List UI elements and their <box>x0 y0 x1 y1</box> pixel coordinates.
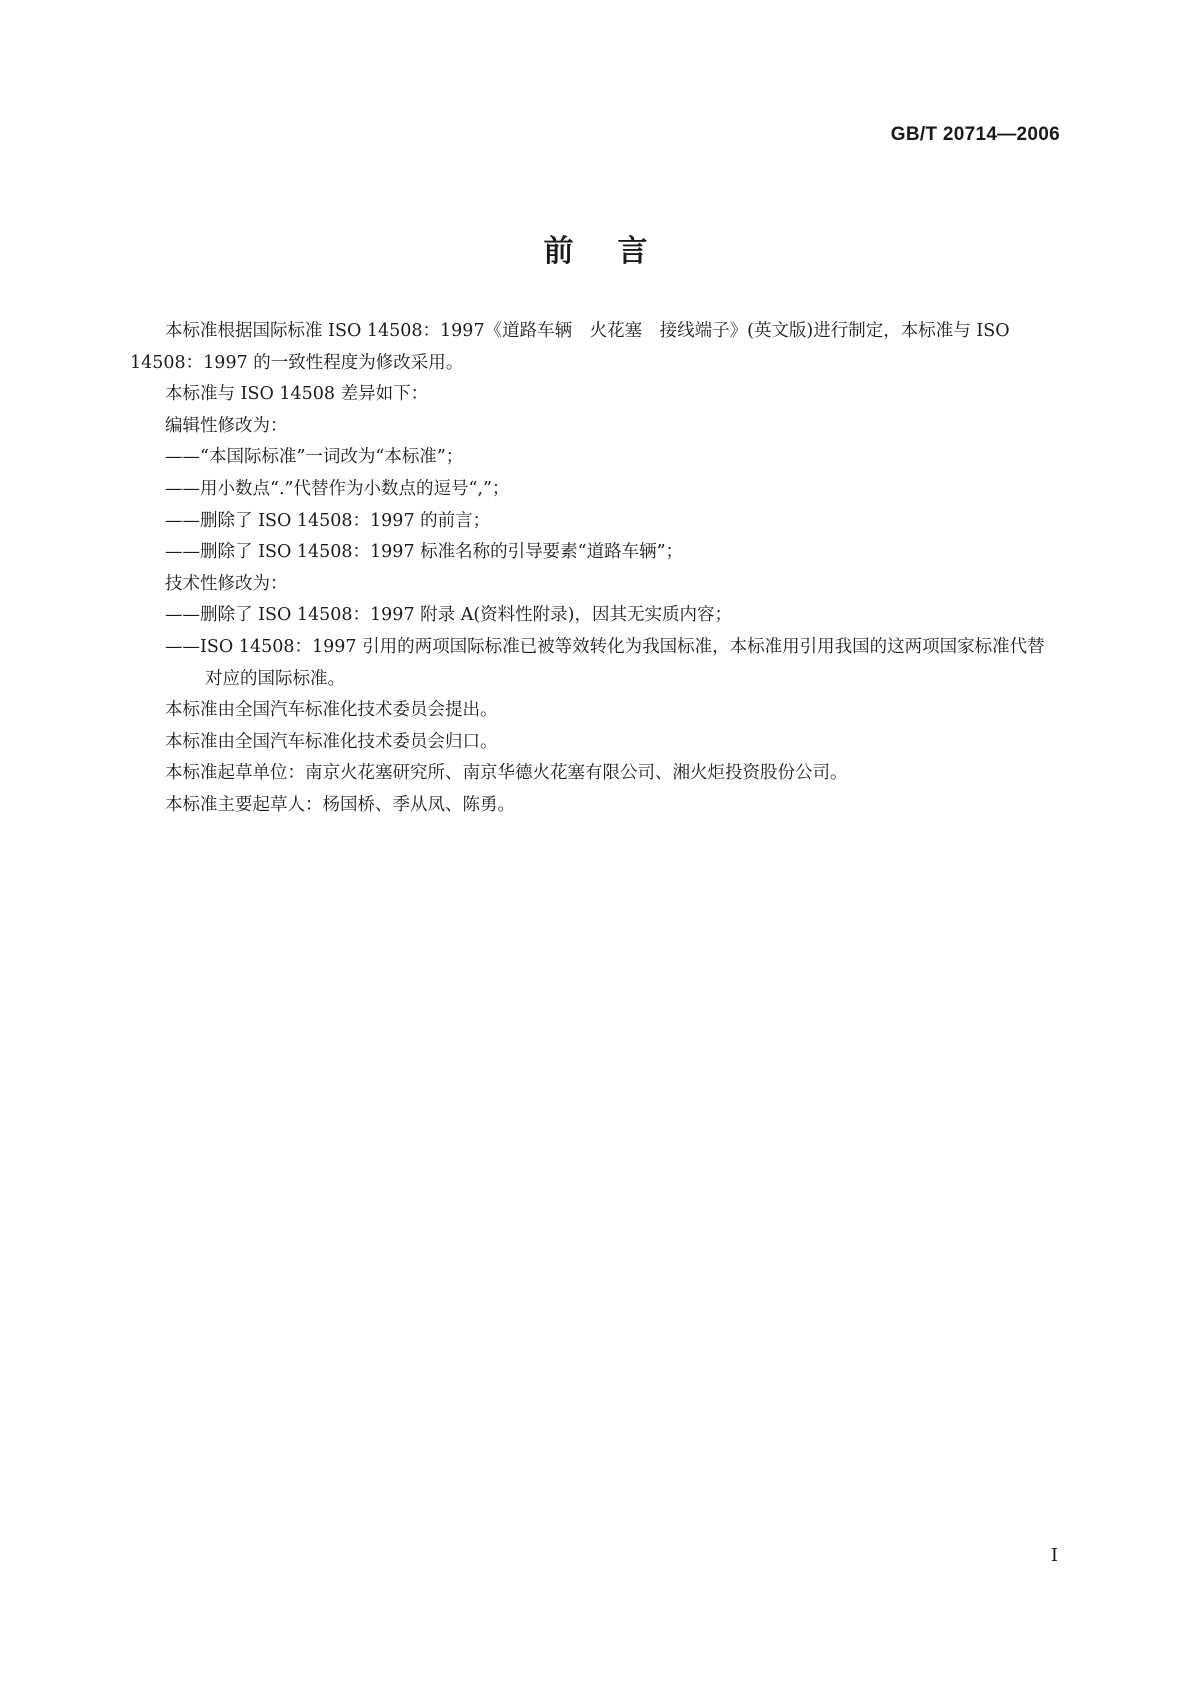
list-item: ——“本国际标准”一词改为“本标准”； <box>165 447 464 468</box>
list-item: ——删除了 ISO 14508：1997 附录 A(资料性附录)，因其无实质内容； <box>165 605 732 626</box>
paragraph-editorial-heading: 编辑性修改为： <box>165 415 288 436</box>
paragraph-adoption: 本标准根据国际标准 ISO 14508：1997《道路车辆 火花塞 接线端子》(英文版)进行制定，本标准与 ISO 14508：1997 的一致性程度为修改采用。 <box>130 321 1010 373</box>
list-item: ——ISO 14508：1997 引用的两项国际标准已被等效转化为我国标准，本标准用引用我国的这两项国家标准代替对应的国际标准。 <box>165 636 1045 689</box>
paragraph-drafting-units: 本标准起草单位：南京火花塞研究所、南京华德火花塞有限公司、湘火炬投资股份公司。 <box>165 763 848 784</box>
list-item: ——删除了 ISO 14508：1997 标准名称的引导要素“道路车辆”； <box>165 542 684 563</box>
standard-code: GB/T 20714—2006 <box>890 124 1060 145</box>
list-item: ——删除了 ISO 14508：1997 的前言； <box>165 510 491 531</box>
paragraph-technical-heading: 技术性修改为： <box>165 573 288 594</box>
paragraph-differences: 本标准与 ISO 14508 差异如下： <box>165 384 429 405</box>
page-number: I <box>1050 1545 1058 1566</box>
paragraph-centralized: 本标准由全国汽车标准化技术委员会归口。 <box>165 731 498 752</box>
list-item: ——用小数点“.”代替作为小数点的逗号“,”； <box>165 478 510 499</box>
preface-body <box>130 316 1060 822</box>
page-title: 前言 <box>543 234 692 269</box>
paragraph-proposer: 本标准由全国汽车标准化技术委员会提出。 <box>165 700 498 721</box>
paragraph-drafters: 本标准主要起草人：杨国桥、季从凤、陈勇。 <box>165 794 515 815</box>
